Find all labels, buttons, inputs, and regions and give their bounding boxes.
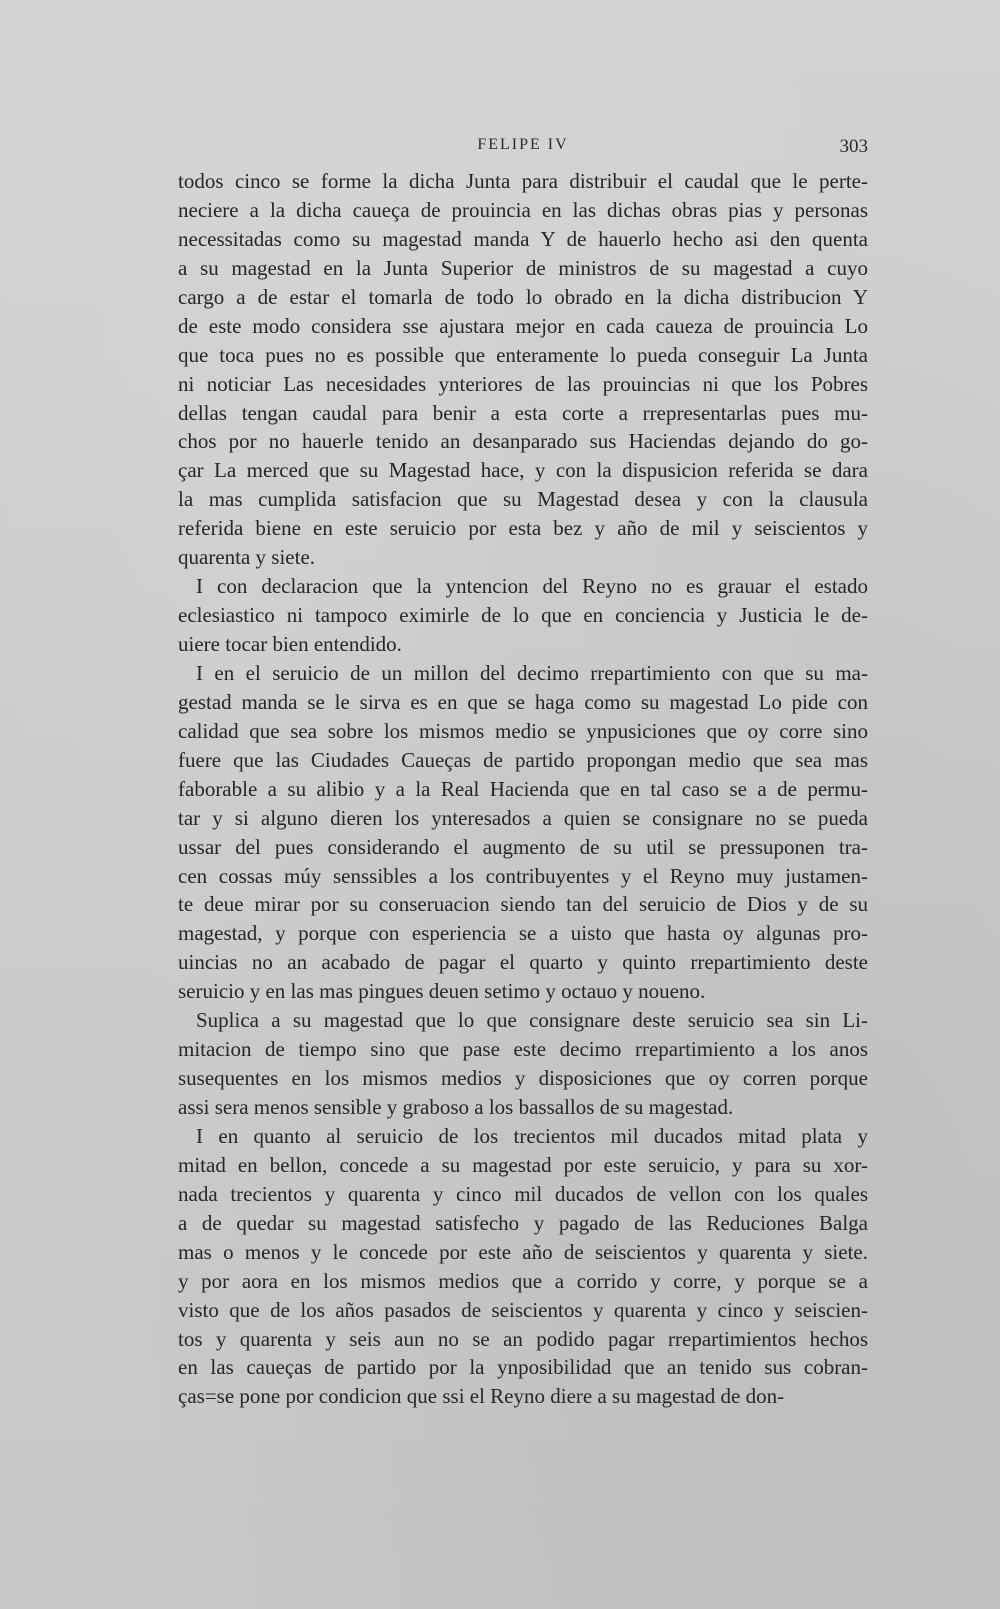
text-line: I en el seruicio de un millon del decimo rrepartimiento con que su ma- <box>196 660 868 685</box>
text-line: çar La merced que su Magestad hace, y con la dispusicion referida se dara <box>178 458 868 483</box>
page-header <box>178 136 868 160</box>
text-line: te deue mirar por su conseruacion siendo tan del seruicio de Dios y de su <box>178 892 868 917</box>
text-line: la mas cumplida satisfacion que su Magestad desea y con la clausula <box>178 487 868 512</box>
text-line: tos y quarenta y seis aun no se an podido pagar rrepartimientos hechos <box>178 1326 868 1351</box>
text-line: todos cinco se forme la dicha Junta para distribuir el caudal que le perte- <box>178 169 868 193</box>
text-line: I con declaracion que la yntencion del Reyno no es grauar el estado <box>196 574 868 599</box>
text-line: referida biene en este seruicio por esta bez y año de mil y seiscientos y <box>178 516 868 541</box>
text-line: ni noticiar Las necesidades ynteriores de las prouincias ni que los Pobres <box>178 371 868 396</box>
text-line: Suplica a su magestad que lo que consignare deste seruicio sea sin Li- <box>196 1008 868 1033</box>
text-line: a su magestad en la Junta Superior de ministros de su magestad a cuyo <box>178 255 868 280</box>
text-line: y por aora en los mismos medios que a corrido y corre, y porque se a <box>178 1268 868 1293</box>
text-line: ussar del pues considerando el augmento de su util se pressuponen tra- <box>178 834 868 859</box>
text-line: I en quanto al seruicio de los trecientos mil ducados mitad plata y <box>196 1123 868 1148</box>
text-line: ças=se pone por condicion que ssi el Reyno diere a su magestad de don- <box>178 1384 785 1409</box>
text-line: assi sera menos sensible y graboso a los bassallos de su magestad. <box>178 1095 734 1119</box>
text-line: cargo a de estar el tomarla de todo lo obrado en la dicha distribucion Y <box>178 284 868 309</box>
text-line: chos por no hauerle tenido an desanparado sus Haciendas dejando do go- <box>178 429 868 454</box>
text-line: mas o menos y le concede por este año de seiscientos y quarenta y siete. <box>178 1239 868 1264</box>
text-line: eclesiastico ni tampoco eximirle de lo que en conciencia y Justicia le de- <box>178 603 868 628</box>
text-line: susequentes en los mismos medios y disposiciones que oy corren porque <box>178 1066 868 1091</box>
text-line: fuere que las Ciudades Caueças de partido propongan medio que sea mas <box>178 747 868 772</box>
text-line: dellas tengan caudal para benir a esta corte a rrepresentarlas pues mu- <box>178 400 868 425</box>
text-line: neciere a la dicha caueça de prouincia en las dichas obras pias y personas <box>178 197 868 222</box>
text-line: tar y si alguno dieren los ynteresados a quien se consignare no se pueda <box>178 805 868 830</box>
text-line: mitad en bellon, concede a su magestad por este seruicio, y para su xor- <box>178 1152 868 1177</box>
text-line: de este modo considera sse ajustara mejor en cada caueza de prouincia Lo <box>178 313 868 338</box>
text-line: gestad manda se le sirva es en que se haga como su magestad Lo pide con <box>178 689 868 714</box>
text-line: en las caueças de partido por la ynposibilidad que an tenido sus cobran- <box>178 1355 868 1380</box>
text-line: mitacion de tiempo sino que pase este decimo rrepartimiento a los anos <box>178 1037 868 1062</box>
text-line: quarenta y siete. <box>178 545 316 570</box>
text-line: nada trecientos y quarenta y cinco mil ducados de vellon con los quales <box>178 1181 868 1206</box>
text-line: a de quedar su magestad satisfecho y pagado de las Reduciones Balga <box>178 1210 868 1235</box>
body-text <box>178 167 868 1411</box>
text-line: seruicio y en las mas pingues deuen setimo y octauo y noueno. <box>178 979 706 1004</box>
text-line: que toca pues no es possible que enteramente lo pueda conseguir La Junta <box>178 342 868 367</box>
text-line: faborable a su alibio y a la Real Hacienda que en tal caso se a de permu- <box>178 776 868 801</box>
text-line: cen cossas múy senssibles a los contribuyentes y el Reyno muy justamen- <box>178 863 868 888</box>
page-number: 303 <box>839 136 868 157</box>
text-line: magestad, y porque con esperiencia se a uisto que hasta oy algunas pro- <box>178 921 868 946</box>
running-head: FELIPE IV <box>477 136 569 153</box>
text-line: necessitadas como su magestad manda Y de hauerlo hecho asi den quenta <box>178 226 868 251</box>
text-line: uincias no an acabado de pagar el quarto y quinto rrepartimiento deste <box>178 950 868 975</box>
text-line: calidad que sea sobre los mismos medio se ynpusiciones que oy corre sino <box>178 718 868 743</box>
text-line: visto que de los años pasados de seiscientos y quarenta y cinco y seiscien- <box>178 1297 868 1322</box>
text-line: uiere tocar bien entendido. <box>178 632 402 656</box>
